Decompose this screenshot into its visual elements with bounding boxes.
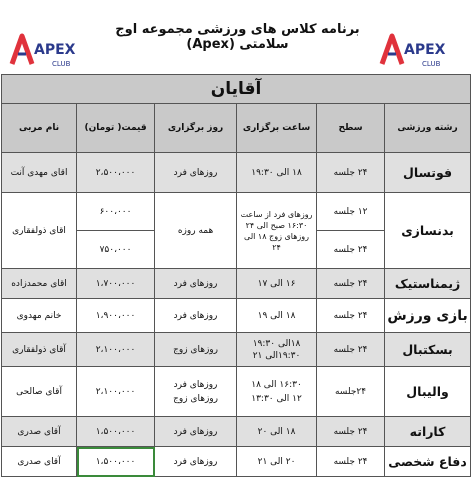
table-row <box>2 367 471 417</box>
days-cell: روزهای فرد <box>155 417 237 447</box>
coach-cell: آقای صالحی <box>2 367 77 417</box>
col-header-level: سطح <box>317 104 385 153</box>
coach-cell: اقای مهدی آنت <box>2 153 77 193</box>
days-cell: روزهای فرد <box>155 299 237 333</box>
level-cell: ۱۲ جلسه <box>317 193 385 231</box>
time-cell: ۲۰ الی ۲۱ <box>237 447 317 477</box>
page-header <box>0 0 471 74</box>
coach-cell: آقای ذولفقاری <box>2 333 77 367</box>
time-cell: ۱۸ الی ۲۰ <box>237 417 317 447</box>
time-cell: ۱۶ الی ۱۷ <box>237 269 317 299</box>
level-cell: ۲۴ جلسه <box>317 269 385 299</box>
logo-text: APEX <box>404 42 446 58</box>
coach-cell: اقای محمدزاده <box>2 269 77 299</box>
coach-cell: آقای صدری <box>2 417 77 447</box>
level-cell: ۲۴ جلسه <box>317 153 385 193</box>
sport-cell: کاراته <box>385 417 471 447</box>
logo-subtext: CLUB <box>422 60 441 68</box>
price-cell: ۱،۵۰۰،۰۰۰ <box>77 447 155 477</box>
sport-cell: بازی ورزش <box>385 299 471 333</box>
header-row <box>2 104 471 153</box>
level-cell: ۲۴ جلسه <box>317 333 385 367</box>
sport-cell: بدنسازی <box>385 193 471 269</box>
page-title: برنامه کلاس های ورزشی مجموعه اوج سلامتی (Apex) <box>115 22 360 52</box>
sport-cell: بسکتبال <box>385 333 471 367</box>
price-cell: ۲،۱۰۰،۰۰۰ <box>77 333 155 367</box>
sport-cell: ژیمناستیک <box>385 269 471 299</box>
table-row <box>2 333 471 367</box>
price-cell: ۶۰۰،۰۰۰ <box>77 193 155 231</box>
price-cell: ۱،۹۰۰،۰۰۰ <box>77 299 155 333</box>
days-cell: روزهای زوج <box>155 333 237 367</box>
table-row <box>2 447 471 477</box>
table-row <box>2 269 471 299</box>
table-row <box>2 417 471 447</box>
days-cell: روزهای فرد <box>155 153 237 193</box>
col-header-price: قیمت( تومان) <box>77 104 155 153</box>
col-header-coach: نام مربی <box>2 104 77 153</box>
coach-cell: آقای صدری <box>2 447 77 477</box>
days-cell: همه روزه <box>155 193 237 269</box>
time-cell: ۱۶:۳۰ الی ۱۸ ۱۲ الی ۱۳:۳۰ <box>237 367 317 417</box>
level-cell: ۲۴ جلسه <box>317 447 385 477</box>
days-cell: روزهای فرد <box>155 269 237 299</box>
coach-cell: خانم مهدوی <box>2 299 77 333</box>
price-cell: ۱،۵۰۰،۰۰۰ <box>77 417 155 447</box>
logo-text: APEX <box>34 42 76 58</box>
time-cell: ۱۸ الی ۱۹:۳۰ <box>237 153 317 193</box>
price-cell: ۲،۱۰۰،۰۰۰ <box>77 367 155 417</box>
level-cell: ۲۴جلسه <box>317 367 385 417</box>
price-cell: ۷۵۰،۰۰۰ <box>77 231 155 269</box>
apex-logo-left <box>8 28 88 72</box>
apex-logo-right <box>378 28 458 72</box>
coach-cell: اقای ذولفقاری <box>2 193 77 269</box>
time-cell: روزهای فرد از ساعت ۱۶:۳۰ صبح الی ۲۴ روزهای زوج ۱۸ الی ۲۴ <box>237 193 317 269</box>
level-cell: ۲۴ جلسه <box>317 231 385 269</box>
col-header-sport: رشته ورزشی <box>385 104 471 153</box>
days-cell: روزهای فرد روزهای زوج <box>155 367 237 417</box>
price-cell: ۲،۵۰۰،۰۰۰ <box>77 153 155 193</box>
sport-cell: دفاع شخصی <box>385 447 471 477</box>
price-cell: ۱،۷۰۰،۰۰۰ <box>77 269 155 299</box>
col-header-time: ساعت برگزاری <box>237 104 317 153</box>
table-row <box>2 299 471 333</box>
level-cell: ۲۴ جلسه <box>317 417 385 447</box>
branch-row <box>2 75 471 104</box>
table-row <box>2 153 471 193</box>
schedule-table <box>1 74 471 477</box>
logo-subtext: CLUB <box>52 60 71 68</box>
time-cell: ۱۸ الی ۱۹ <box>237 299 317 333</box>
time-cell: ۱۸الی ۱۹:۳۰ ۱۹:۳۰الی ۲۱ <box>237 333 317 367</box>
sport-cell: والیبال <box>385 367 471 417</box>
sport-cell: فوتسال <box>385 153 471 193</box>
level-cell: ۲۴ جلسه <box>317 299 385 333</box>
table-row <box>2 193 471 231</box>
col-header-days: روز برگزاری <box>155 104 237 153</box>
branch-title: آقایان <box>2 75 471 104</box>
days-cell: روزهای فرد <box>155 447 237 477</box>
